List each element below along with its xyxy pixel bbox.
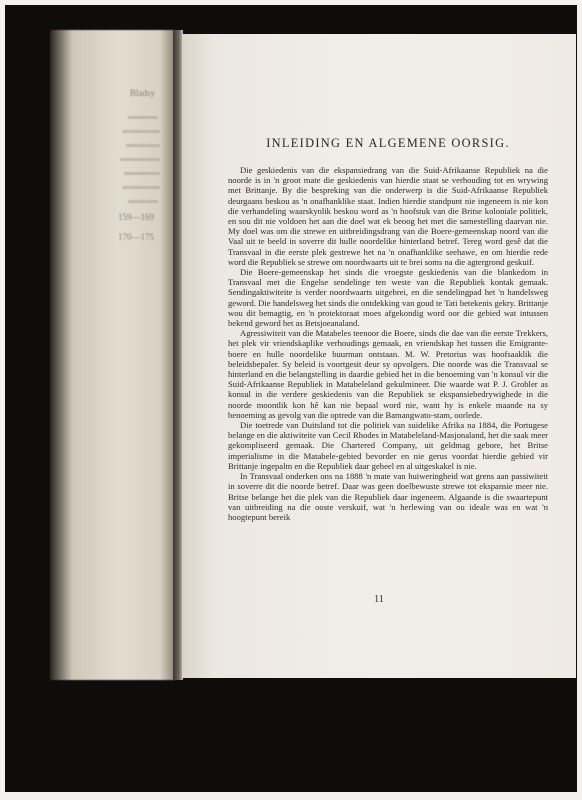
right-page: [182, 34, 576, 678]
page-title: INLEIDING EN ALGEMENE OORSIG.: [266, 136, 510, 150]
left-page-text-line: [122, 130, 160, 133]
paragraph: In Transvaal onderken ons na 1888 'n mate van huiweringheid wat grens aan passiwiteit in soverre dit die noorde betref. Daar was geen doelbewuste strewe tot ekspansie meer nie. Britse belange het die plek van die Republiek daar ingeneem. Algaande is die swaartepunt van uitbreiding na die ooste verskuif, wat 'n herlewing van ou ideale was en wat 'n hoogtepunt bereik: [228, 471, 548, 522]
paragraph: Die geskiedenis van die ekspansiedrang van die Suid-Afrikaanse Republiek na die noorde is in 'n groot mate die geskiedenis van hierdie staat se verhouding tot en wrywing met Brittanje. By die bespreking van die onderwerp is die Suid-Afrikaanse Republiek deurgaans beskou as 'n onafhanklike staat. Indien hierdie standpunt nie ingeneem is nie kon die verhandeling waarskynlik beskou word as 'n hoofstuk van die Britse koloniale politiek, en sou dit nie voldoen het aan die doel wat ek beoog het met die samestelling daarvan nie. My doel was om die strewe en uitbreidingsdrang van die Boere-gemeenskap noord van die Vaal uit te beeld in soverre dit hulle noordelike hinterland betref. Tereg word gesê dat die Transvaal in die eerste plek gestrewe het na 'n onafhanklike seehawe, en om hierdie rede word die Republiek se strewe om noordwaarts uit te brei soms na die agtergrond geskuif.: [228, 165, 548, 267]
paragraph: Die toetrede van Duitsland tot die politiek van suidelike Afrika na 1884, die Portugese belange en die aktiwiteite van Cecil Rhodes in Matabeleland-Masjonaland, het die saak meer gekompliseerd gemaak. Die Chartered Company, uit geldmag gebore, het Britse imperialisme in die Matabele-gebied bevorder en nie gerus voordat hierdie gebied vir Brittanje ingepalm en die Republiek daar geheel en al uitgeskakel is nie.: [228, 420, 549, 471]
page-content: [228, 136, 548, 522]
page-number: 11: [374, 594, 384, 605]
left-page-text-line: [124, 172, 160, 175]
left-page-text-line: [122, 186, 160, 189]
left-page: [50, 30, 175, 680]
left-page-page-range: 170—175: [118, 232, 154, 242]
left-page-page-range: 159—169: [118, 212, 154, 222]
paragraph: Die Boere-gemeenskap het sinds die vroegste geskiedenis van die blankedom in Transvaal met die Engelse sendelinge ten weste van die Republiek kontak gemaak. Sendingaktiwiteite is verder noordwaarts uitgebrei, en die sendelingpad het 'n handelsweg geword. Die handelsweg het sinds die ontdekking van goud te Tati betekenis gekry. Brittanje wou dit bemagtig, en 'n protektoraat moes afgekondig word oor die gebied wat intussen bekend geword het as Betsjoeanaland.: [228, 267, 548, 329]
left-page-text-line: [120, 158, 160, 161]
left-page-header-fragment: Bladsy: [130, 88, 156, 98]
left-page-text-line: [128, 200, 158, 203]
left-page-text-line: [128, 116, 158, 119]
left-page-text-line: [126, 144, 160, 147]
paragraph: Agressiwiteit van die Matabeles teenoor die Boere, sinds die dae van die eerste Trekkers, het plek vir vriendskaplike verhoudings gemaak, en vriendskap het tussen die Emigrante-boere en hulle noordelike buurman ontstaan. M. W. Pretorius was hoofsaaklik die beleidsbepaler. Sy beleid is voortgesit deur sy opvolgers. Die noorde was die Transvaal se hinterland en die belangstelling in daardie gebied het in die benoeming van 'n konsul vir die Suid-Afrikaanse Republiek in Matabeleland gekulmineer. Die waarde wat P. J. Grobler as konsul in die verdere geskiedenis van die Republiek se ekspansiebedrywighede in die noorde moontlik kon hê kan nie bepaal word nie, want hy is enkele maande na sy benoeming as gevolg van die optrede van die Bamangwato-stam, oorlede.: [228, 328, 548, 420]
